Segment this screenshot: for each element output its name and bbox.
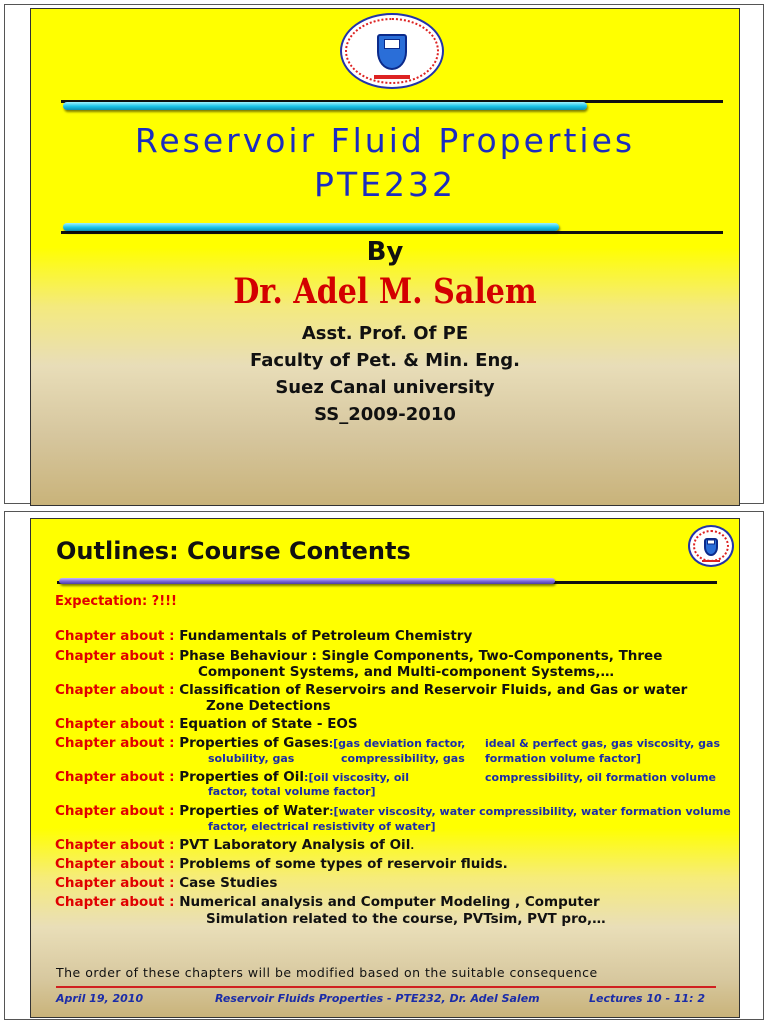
chapter-text-dot: . (410, 841, 415, 852)
chapter-text-continued: Simulation related to the course, PVTsim, PVT pro,… (206, 911, 606, 927)
chapter-text: Equation of State - EOS (179, 716, 358, 732)
list-item (55, 628, 472, 644)
decorative-bar (63, 102, 587, 110)
chapter-label: Chapter about : (55, 735, 175, 751)
chapter-label: Chapter about : (55, 716, 175, 732)
chapter-text-continued: Zone Detections (206, 698, 331, 714)
page-2-frame (4, 511, 764, 1020)
university-logo-icon (340, 13, 444, 89)
author-name: Dr. Adel M. Salem (233, 271, 537, 312)
slide-title-line2: PTE232 (314, 165, 456, 204)
chapter-text: Problems of some types of reservoir fluids. (179, 856, 508, 872)
list-item (55, 716, 358, 732)
chapter-subtopics: factor, electrical resistivity of water] (208, 820, 436, 833)
page-1-frame (4, 4, 764, 504)
chapter-text: Phase Behaviour : Single Components, Two-Components, Three (179, 648, 663, 664)
chapter-text: Properties of Oil (179, 769, 305, 785)
title-slide (30, 8, 740, 506)
chapter-subtopics: solubility, gas (208, 752, 295, 765)
list-item (55, 769, 409, 785)
chapter-text: Fundamentals of Petroleum Chemistry (179, 628, 473, 644)
author-faculty: Faculty of Pet. & Min. Eng. (249, 350, 521, 371)
chapter-label: Chapter about : (55, 682, 175, 698)
chapter-label: Chapter about : (55, 628, 175, 644)
chapter-label: Chapter about : (55, 856, 175, 872)
chapter-subtopics: :[gas deviation factor, (328, 737, 466, 750)
list-item (55, 735, 465, 751)
chapter-label: Chapter about : (55, 769, 175, 785)
university-logo-icon (688, 525, 734, 567)
chapter-subtopics: formation volume factor] (485, 752, 641, 765)
chapter-text: Numerical analysis and Computer Modeling , Computer (179, 894, 600, 910)
chapter-text: Classification of Reservoirs and Reservoir Fluids, and Gas or water (179, 682, 688, 698)
list-item (55, 894, 600, 910)
list-item (55, 837, 414, 853)
slide-title: Outlines: Course Contents (56, 537, 411, 565)
chapter-subtopics: compressibility, gas (341, 752, 465, 765)
chapter-subtopics: :[water viscosity, water compressibility, water formation volume (329, 805, 731, 818)
list-item (55, 682, 687, 698)
decorative-bar (63, 223, 559, 231)
list-item (55, 856, 508, 872)
chapter-label: Chapter about : (55, 837, 175, 853)
decorative-bar (59, 578, 555, 584)
outline-slide (30, 518, 740, 1018)
divider-line (61, 231, 723, 234)
author-title: Asst. Prof. Of PE (301, 323, 469, 344)
footer-divider (56, 986, 716, 988)
chapter-text: Properties of Gases (179, 735, 329, 751)
footer-date: April 19, 2010 (56, 992, 144, 1005)
slide-title-line1: Reservoir Fluid Properties (134, 121, 636, 160)
chapter-text: Properties of Water (179, 803, 330, 819)
list-item (55, 875, 277, 891)
list-item (55, 803, 731, 819)
chapter-text-continued: Component Systems, and Multi-component Systems,… (198, 664, 614, 680)
by-label: By (366, 237, 404, 267)
footer-page: Lectures 10 - 11: 2 (589, 992, 706, 1005)
chapter-subtopics: factor, total volume factor] (208, 785, 376, 798)
order-note: The order of these chapters will be modified based on the suitable consequence (56, 965, 598, 980)
chapter-label: Chapter about : (55, 875, 175, 891)
academic-year: SS_2009-2010 (314, 404, 456, 425)
chapter-label: Chapter about : (55, 648, 175, 664)
expectation-label: Expectation: ?!!! (55, 594, 177, 609)
chapter-subtopics: compressibility, oil formation volume (485, 771, 717, 784)
chapter-subtopics: :[oil viscosity, oil (304, 771, 409, 784)
chapter-text: Case Studies (179, 875, 278, 891)
list-item (55, 648, 662, 664)
chapter-subtopics: ideal & perfect gas, gas viscosity, gas (485, 737, 721, 750)
chapter-text: PVT Laboratory Analysis of Oil (179, 837, 411, 853)
chapter-label: Chapter about : (55, 803, 175, 819)
author-university: Suez Canal university (275, 377, 495, 398)
chapter-label: Chapter about : (55, 894, 175, 910)
footer-title: Reservoir Fluids Properties - PTE232, Dr. Adel Salem (215, 992, 540, 1005)
